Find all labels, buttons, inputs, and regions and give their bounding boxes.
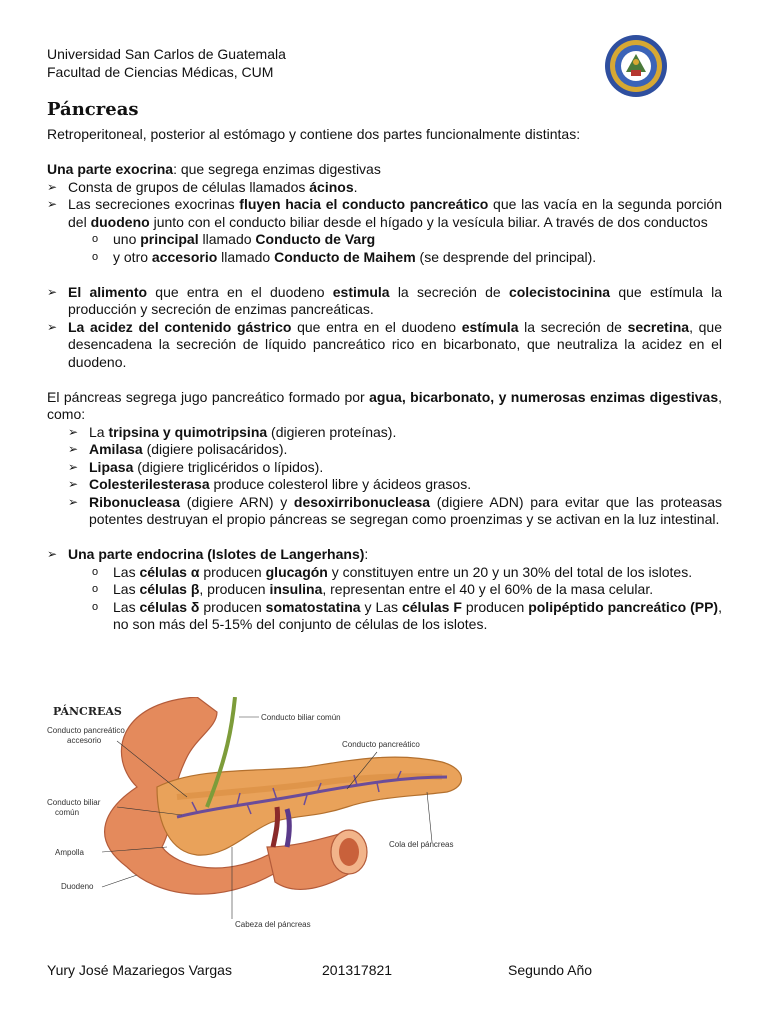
label-accesorio-1: Conducto pancreático <box>47 726 125 735</box>
list-item: o y otro accesorio llamado Conducto de Maihem (se desprende del principal). <box>92 249 722 267</box>
list-item: o Las células β, producen insulina, representan entre el 40 y el 60% de la masa celular. <box>92 581 722 599</box>
estimulo-list <box>47 284 722 372</box>
page-title: Páncreas <box>47 99 139 120</box>
document-body <box>47 126 722 634</box>
endocrina-heading: ➢ Una parte endocrina (Islotes de Langerhans): <box>47 546 722 564</box>
list-item: ➢ Ribonucleasa (digiere ARN) y desoxirribonucleasa (digiere ADN) para evitar que las proteasas potentes destruyan el propio páncreas se segregan como proenzimas y se activan en la luz intestinal. <box>68 494 722 529</box>
list-item: ➢ La acidez del contenido gástrico que entra en el duodeno estímula la secreción de secretina, que desencadena la secreción de líquido pancreático rico en bicarbonato, que neutraliza la acidez en el duodeno. <box>47 319 722 372</box>
endocrina-heading-list <box>47 546 722 564</box>
jugo-paragraph: El páncreas segrega jugo pancreático formado por agua, bicarbonato, y numerosas enzimas digestivas, como: <box>47 388 722 422</box>
footer-author: Yury José Mazariegos Vargas <box>47 962 232 978</box>
list-item: ➢ El alimento que entra en el duodeno estimula la secreción de colecistocinina que estímula la producción y secreción de enzimas pancreáticas. <box>47 284 722 319</box>
list-item: o Las células δ producen somatostatina y Las células F producen polipéptido pancreático (PP), no son más del 5-15% del conjunto de células de los islotes. <box>92 599 722 634</box>
footer-student-id: 201317821 <box>322 962 393 978</box>
celulas-list <box>47 564 722 634</box>
label-ampolla: Ampolla <box>55 848 84 857</box>
label-biliar-comun: Conducto biliar común <box>261 713 341 722</box>
header <box>47 45 286 81</box>
enzimas-list <box>47 424 722 529</box>
figure-title: PÁNCREAS <box>53 705 122 718</box>
exocrina-list <box>47 179 722 232</box>
faculty-name: Facultad de Ciencias Médicas, CUM <box>47 64 274 80</box>
intro-paragraph: Retroperitoneal, posterior al estómago y contiene dos partes funcionalmente distintas: <box>47 126 581 142</box>
list-item: ➢ Las secreciones exocrinas fluyen hacia el conducto pancreático que las vacía en la segunda porción del duodeno junto con el conducto biliar desde el hígado y la vesícula biliar. A través de dos conductos <box>47 196 722 231</box>
conductos-list <box>47 231 722 266</box>
university-name: Universidad San Carlos de Guatemala <box>47 46 286 62</box>
list-item: ➢ Lipasa (digiere triglicéridos o lípidos). <box>68 459 722 477</box>
label-cabeza: Cabeza del páncreas <box>235 920 311 929</box>
label-pancreatico: Conducto pancreático <box>342 740 420 749</box>
list-item: ➢ Consta de grupos de células llamados ácinos. <box>47 179 722 197</box>
list-item: o uno principal llamado Conducto de Varg <box>92 231 722 249</box>
label-accesorio-2: accesorio <box>67 736 102 745</box>
list-item: ➢ Colesterilesterasa produce colesterol libre y ácideos grasos. <box>68 476 722 494</box>
label-biliar-1: Conducto biliar <box>47 798 101 807</box>
footer-year: Segundo Año <box>508 962 593 978</box>
label-duodeno: Duodeno <box>61 882 94 891</box>
label-biliar-2: común <box>55 808 80 817</box>
exocrina-heading: Una parte exocrina: que segrega enzimas digestivas <box>47 161 381 177</box>
list-item: ➢ Amilasa (digiere polisacáridos). <box>68 441 722 459</box>
university-seal-icon <box>604 34 668 98</box>
list-item: o Las células α producen glucagón y constituyen entre un 20 y un 30% del total de los islotes. <box>92 564 722 582</box>
label-cola: Cola del páncreas <box>389 840 454 849</box>
pancreas-illustration <box>47 697 477 935</box>
list-item: ➢ La tripsina y quimotripsina (digieren proteínas). <box>68 424 722 442</box>
